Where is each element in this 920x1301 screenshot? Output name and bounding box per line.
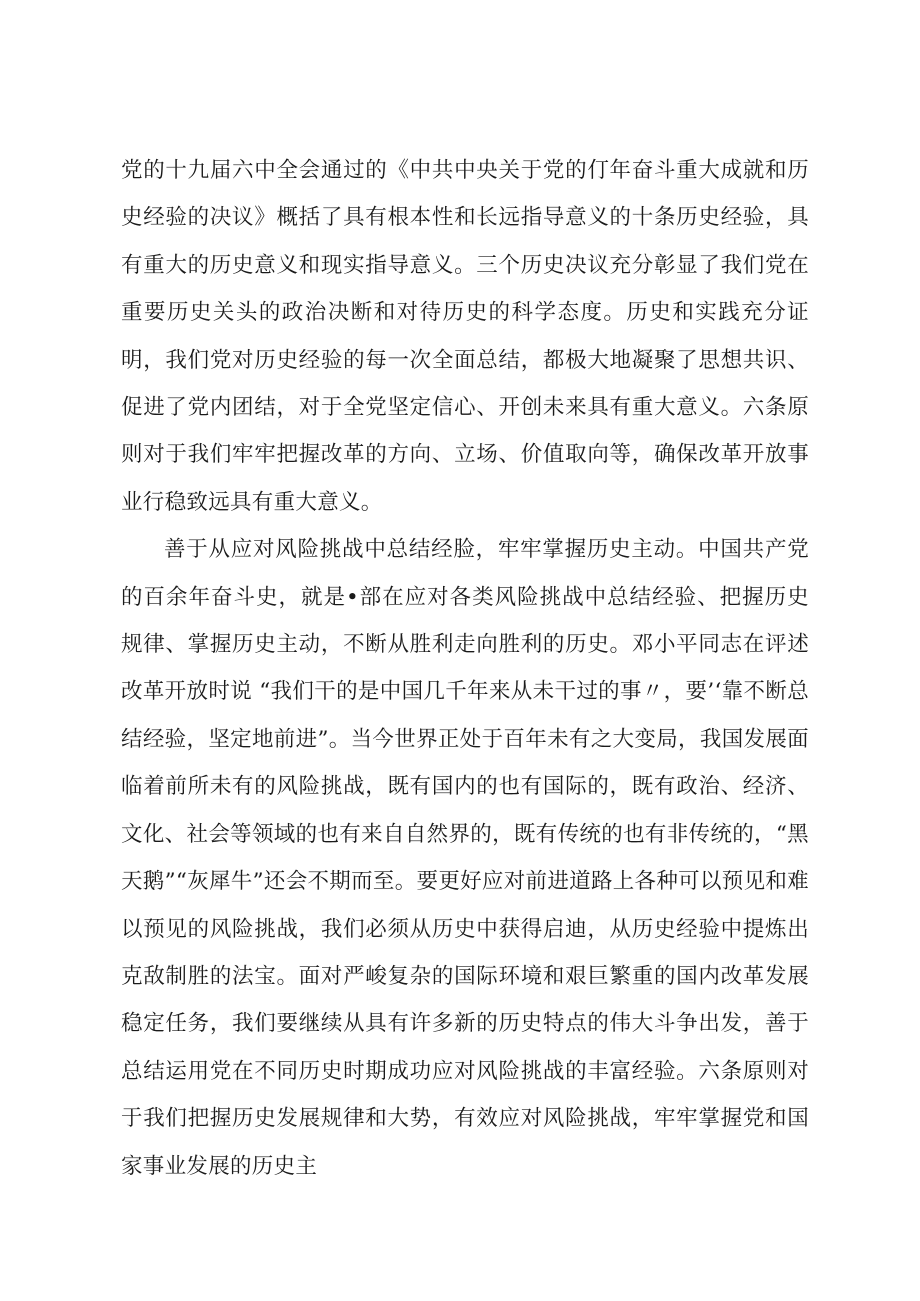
paragraph-1: 党的十九届六中全会通过的《中共中央关于党的仃年奋斗重大成就和历史经验的决议》概括了具有根本性和长远指导意义的十条历史经验，具有重大的历史意义和现实指导意义。三个历史决议充分彰显了我们党在重要历史关头的政治决断和对待历史的科学态度。历史和实践充分证明，我们党对历史经验的每一次全面总结，都极大地凝聚了思想共识、促进了党内团结，对于全党坚定信心、开创未来具有重大意义。六条原则对于我们牢牢把握改革的方向、立场、价值取向等，确保改革开放事业行稳致远具有重大意义。 [121, 158, 809, 515]
document-body [121, 147, 809, 1190]
paragraph-2: 善于从应对风险挑战中总结经脸，牢牢掌握历史主动。中国共产党的百余年奋斗史，就是•部在应对各类风险挑战中总结经验、把握历史规律、掌握历史主动，不断从胜利走向胜利的历史。邓小平同志在评述改革开放时说 “我们干的是中国几千年来从未干过的事〃，要’‘靠不断总结经验，坚定地前进”。当今世界正处于百年未有之大变局，我国发展面临着前所未有的风险挑战，既有国内的也有国际的，既有政治、经济、文化、社会等领域的也有来自自然界的，既有传统的也有非传统的，“黑天鹅”“灰犀牛”还会不期而至。要更好应对前进道路上各种可以预见和难以预见的风险挑战，我们必须从历史中获得启迪，从历史经验中提炼出克敌制胜的法宝。面对严峻复杂的国际环境和艰巨繁重的国内改革发展稳定任务，我们要继续从具有许多新的历史特点的伟大斗争出发，善于总结运用党在不同历史时期成功应对风险挑战的丰富经验。六条原则对于我们把握历史发展规律和大势，有效应对风险挑战，牢牢掌握党和国家事业发展的历史主 [121, 537, 809, 1179]
